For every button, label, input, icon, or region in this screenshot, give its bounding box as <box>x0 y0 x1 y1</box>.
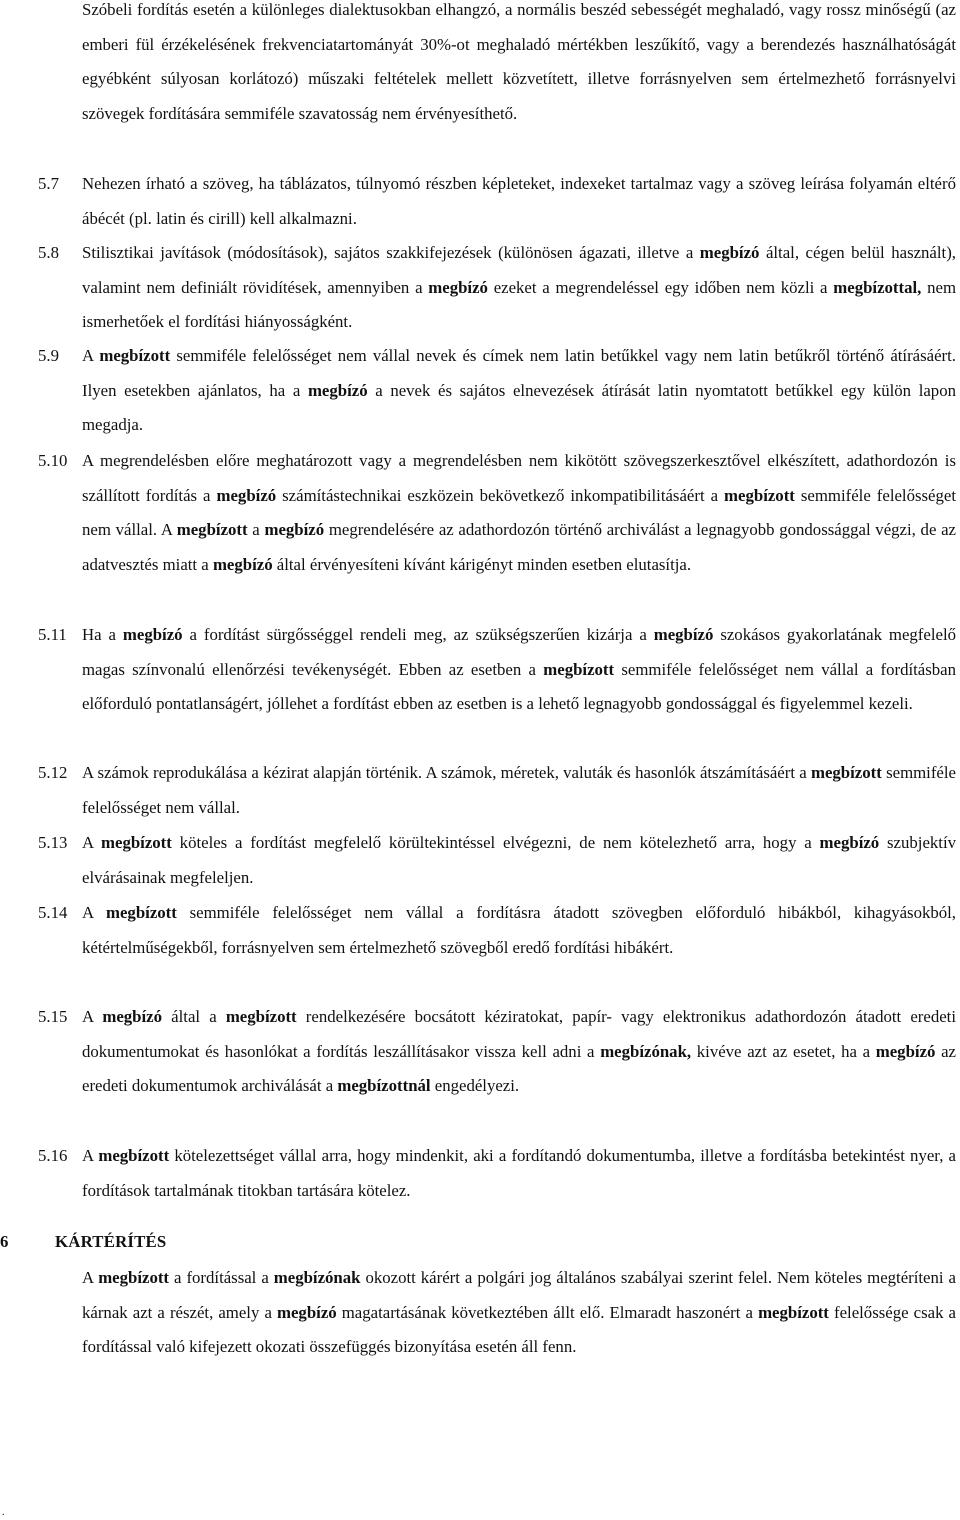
text-run: A <box>82 903 106 922</box>
text-run: rendelkezésére bocsátott kéziratokat, papír- vagy elektronikus adathordozón átadott eredeti dokumentumokat és hasonlókat a fordítás leszállításakor vissza kell adni a <box>82 1007 956 1061</box>
bold-term: megbízott <box>106 903 177 922</box>
bold-term: megbízott <box>724 485 795 505</box>
clause-5-15 <box>0 1000 960 1104</box>
text-run: nem ismerhetőek el fordítási hiányosságként. <box>82 277 956 332</box>
text-run: számítástechnikai eszközein bekövetkező inkompatibilitásáért a <box>276 485 725 505</box>
clause-text <box>82 756 956 825</box>
clause-5-9 <box>0 339 960 443</box>
text-run: A <box>82 1146 99 1165</box>
text-run: felelőssége csak a fordítással való kifejezett okozati összefüggés bizonyítása esetén áll fenn. <box>82 1302 957 1357</box>
bold-term: megbízott <box>758 1302 829 1322</box>
bold-term: megbízott <box>543 659 615 679</box>
clause-number: 5.12 <box>38 763 68 782</box>
bold-term: megbízó <box>653 625 714 644</box>
clause-5-8 <box>0 236 960 340</box>
text-run: a <box>247 520 265 540</box>
bold-term: megbízó <box>264 520 325 540</box>
text-run: Stilisztikai javítások (módosítások), sajátos szakkifejezések (különösen ágazati, illetve a <box>82 243 700 262</box>
bold-term: megbízott <box>225 1007 297 1026</box>
bold-term: megbízó <box>428 277 488 297</box>
bold-term: megbízó <box>212 554 273 574</box>
clause-5-10 <box>0 444 960 582</box>
text-run: szokásos gyakorlatának megfelelő magas színvonalú ellenőrzési tevékenységét. Ebben az esetben a <box>82 625 957 679</box>
clause-5-16 <box>0 1139 960 1208</box>
clause-5-12 <box>0 756 960 825</box>
text-run: által érvényesíteni kívánt kárigényt minden esetben elutasítja. <box>272 554 692 574</box>
bold-term: megbízó <box>277 1302 337 1322</box>
bold-term: megbízottal, <box>833 277 922 297</box>
bold-term: megbízott <box>98 1268 170 1287</box>
clause-text <box>82 1000 956 1104</box>
text-run: A <box>82 1007 103 1026</box>
clause-number: 5.8 <box>38 243 59 262</box>
clause-5-14 <box>0 896 960 965</box>
clause-text <box>82 896 956 965</box>
text-run: A <box>82 346 100 365</box>
clause-text <box>82 1139 956 1208</box>
clause-number: 5.16 <box>38 1146 68 1165</box>
clause-text <box>82 167 956 236</box>
text-run: köteles a fordítást megfelelő körültekintéssel elvégezni, de nem kötelezhető arra, hogy a <box>171 833 820 852</box>
text-run: megrendelésére az adathordozón történő archiválást a legnagyobb gondossággal végzi, de az adatvesztés miatt a <box>82 520 956 574</box>
clause-5-11 <box>0 618 960 722</box>
text-run: által a <box>162 1007 226 1026</box>
text-run: semmiféle felelősséget nem vállal. <box>82 763 956 817</box>
clause-number: 5.13 <box>38 833 68 852</box>
text-run: a fordítással a <box>169 1268 274 1287</box>
clause-text <box>82 339 956 443</box>
text-run: semmiféle felelősséget nem vállal a fordításra átadott szövegben előforduló hibákból, kihagyásokból, kétértelműségekből, forrásnyelven sem értelmezhető szövegből eredő fordítási hibákért. <box>82 903 957 957</box>
text-run: ezeket a megrendeléssel egy időben nem közli a <box>487 277 834 297</box>
bold-term: megbízó <box>102 1007 163 1026</box>
bold-term: megbízott <box>810 763 882 782</box>
text-run: engedélyezi. <box>430 1076 520 1096</box>
text-run: kötelezettséget vállal arra, hogy mindenkit, aki a fordítandó dokumentumba, illetve a fordításba betekintést nyer, a fordítások tartalmának titokban tartására kötelez. <box>82 1146 957 1200</box>
text-run: kivéve azt az esetet, ha a <box>691 1041 876 1061</box>
text-run: az eredeti dokumentumok archiválását a <box>82 1041 956 1096</box>
bold-term: megbízott <box>99 346 171 365</box>
page-footer-mark: . <box>2 1507 5 1518</box>
bold-term: megbízó <box>307 380 368 400</box>
text-run: semmiféle felelősséget nem vállal a fordításban előforduló pontatlanságért, jóllehet a fordítást ebben az esetben is a lehető legnagyobb gondossággal és figyelemmel kezeli. <box>82 659 956 714</box>
clause-text <box>82 236 956 340</box>
clause-number: 5.10 <box>38 451 68 470</box>
text-run: A <box>82 833 102 852</box>
clause-number: 5.14 <box>38 903 68 922</box>
bold-term: megbízónak <box>273 1268 361 1287</box>
clause-text <box>82 444 956 582</box>
text-run: semmiféle felelősséget nem vállal nevek és címek nem latin betűkkel vagy nem latin betűkről történő átírásáért. Ilyen esetekben ajánlatos, ha a <box>82 346 956 400</box>
bold-term: megbízó <box>819 833 880 852</box>
bold-term: megbízottnál <box>337 1076 431 1096</box>
text-run: A számok reprodukálása a kézirat alapján történik. A számok, méretek, valuták és hasonlók átszámításáért a <box>82 763 811 782</box>
bold-term: megbízónak, <box>600 1041 692 1061</box>
clause-5-7 <box>0 167 960 236</box>
bold-term: megbízó <box>122 625 183 644</box>
text-run: semmiféle felelősséget nem vállal. A <box>82 485 956 540</box>
clause-number: 5.11 <box>38 625 67 644</box>
bold-term: megbízott <box>176 520 248 540</box>
text-run: A megrendelésben előre meghatározott vagy a megrendelésben nem kikötött szövegszerkesztővel elkészített, adathordozón is szállított fordítás a <box>82 451 956 505</box>
intro-paragraph: Szóbeli fordítás esetén a különleges dialektusokban elhangzó, a normális beszéd sebességét meghaladó, vagy rossz minőségű (az emberi fül érzékelésének frekvenciatartományát 30%-ot meghaladó mértékben leszűkítő, vagy a berendezés használhatóságát egyébként súlyosan korlátozó) műszaki feltételek mellett közvetített, illetve forrásnyelven sem értelmezhető forrásnyelvi szövegek fordítására semmiféle szavatosság nem érvényesíthető. <box>82 0 956 123</box>
text-run: okozott kárért a polgári jog általános szabályai szerint felel. Nem köteles megtéríteni a kárnak azt a részét, amely a <box>82 1268 956 1322</box>
bold-term: megbízó <box>216 485 277 505</box>
text-run: Ha a <box>82 625 123 644</box>
section-paragraph <box>82 1261 956 1365</box>
text-run: a nevek és sajátos elnevezések átírását latin nyomtatott betűkkel egy külön lapon megadja. <box>82 380 956 435</box>
clause-number: 5.7 <box>38 174 59 193</box>
bold-term: megbízó <box>699 243 760 262</box>
text-run: Nehezen írható a szöveg, ha táblázatos, túlnyomó részben képleteket, indexeket tartalmaz vagy a szöveg leírása folyamán eltérő ábécét (pl. latin és cirill) kell alkalmazni. <box>82 174 956 228</box>
clause-number: 5.15 <box>38 1007 68 1026</box>
text-run: a fordítást sürgősséggel rendeli meg, az szükségszerűen kizárja a <box>182 625 654 644</box>
bold-term: megbízó <box>875 1041 936 1061</box>
text-run: A <box>82 1268 99 1287</box>
bold-term: megbízott <box>98 1146 170 1165</box>
clause-text <box>82 618 956 722</box>
clause-5-13 <box>0 826 960 895</box>
section-number: 6 <box>0 1232 9 1251</box>
text-run: magatartásának következtében állt elő. Elmaradt haszonért a <box>336 1302 759 1322</box>
clause-number: 5.9 <box>38 346 59 365</box>
text-run: szubjektív elvárásainak megfeleljen. <box>82 833 956 887</box>
text-run: által, cégen belül használt), valamint nem definiált rövidítések, amennyiben a <box>82 243 956 297</box>
section-title: KÁRTÉRÍTÉS <box>55 1232 167 1251</box>
bold-term: megbízott <box>101 833 172 852</box>
clause-text <box>82 826 956 895</box>
